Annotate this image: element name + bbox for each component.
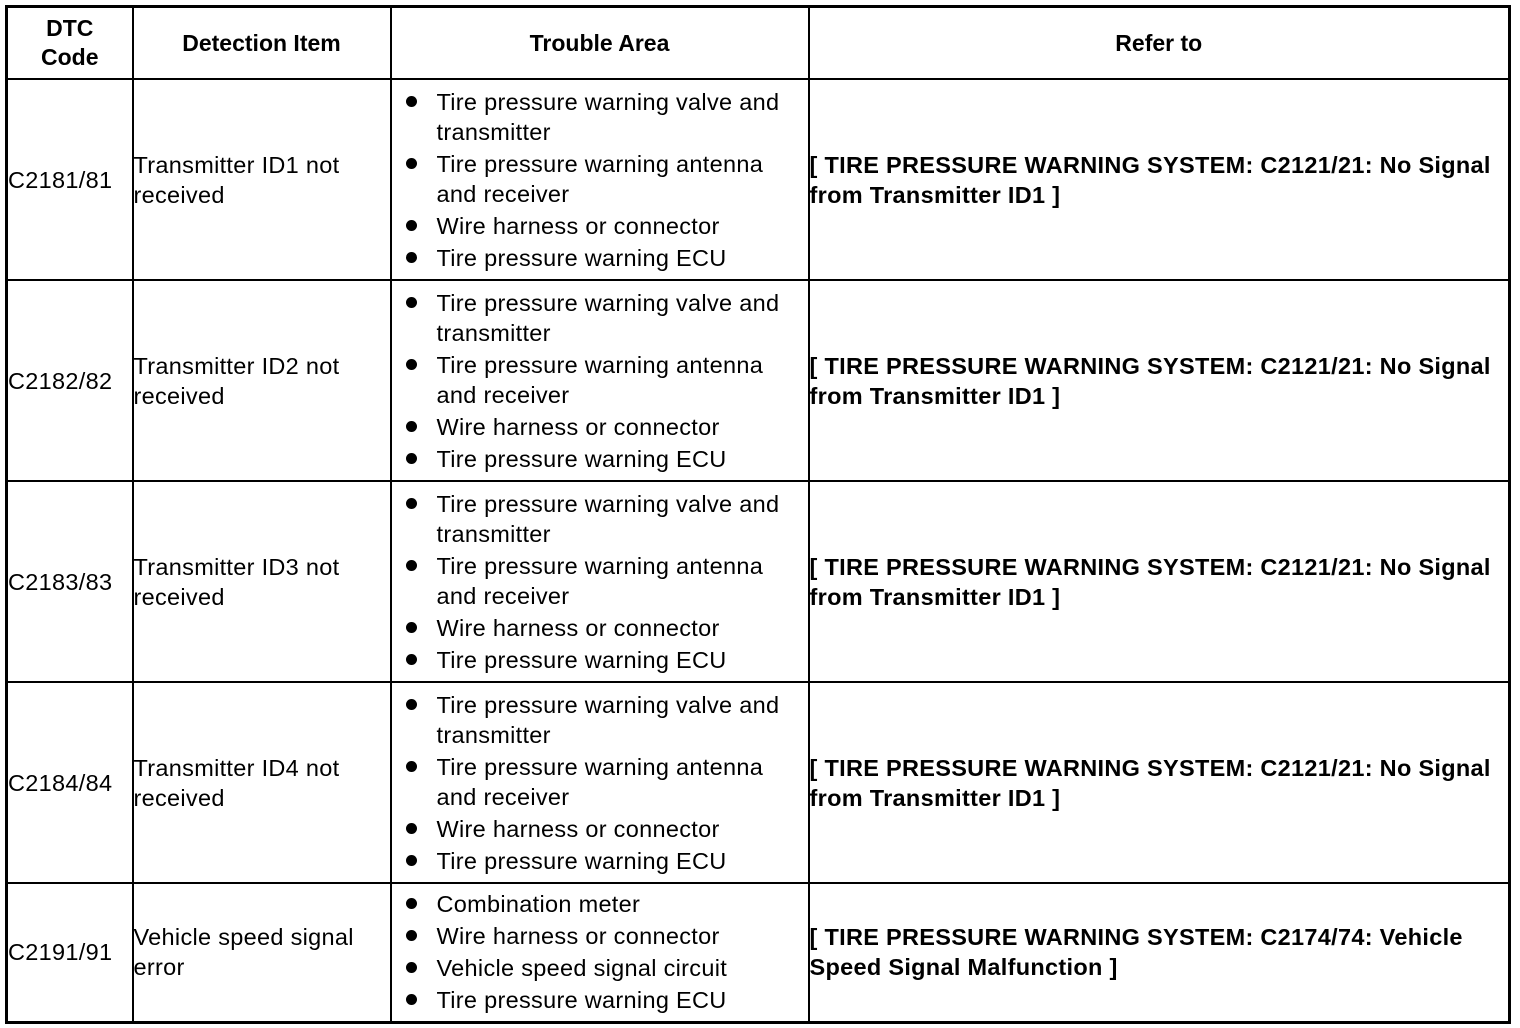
trouble-area-text: Combination meter — [436, 891, 641, 918]
refer-to-link[interactable]: [ TIRE PRESSURE WARNING SYSTEM: C2121/21: No Signal from Transmitter ID1 ] — [809, 280, 1510, 481]
trouble-area-cell — [391, 280, 809, 481]
bullet-icon — [406, 560, 417, 571]
bullet-icon — [406, 252, 417, 263]
trouble-area-item — [392, 288, 808, 348]
trouble-area-item — [392, 551, 808, 611]
trouble-area-text: Tire pressure warning valve and transmitter — [436, 490, 780, 547]
bullet-icon — [406, 96, 417, 107]
trouble-area-item — [392, 87, 808, 147]
bullet-icon — [406, 498, 417, 509]
header-row — [7, 7, 1510, 80]
trouble-area-item — [392, 953, 808, 983]
trouble-area-text: Tire pressure warning ECU — [436, 847, 727, 874]
header-refer-to: Refer to — [809, 7, 1510, 80]
refer-to-link[interactable]: [ TIRE PRESSURE WARNING SYSTEM: C2121/21: No Signal from Transmitter ID1 ] — [809, 79, 1510, 280]
bullet-icon — [406, 622, 417, 633]
trouble-area-item — [392, 444, 808, 474]
detection-item-cell: Vehicle speed signal error — [133, 883, 391, 1022]
bullet-icon — [406, 421, 417, 432]
trouble-area-item — [392, 889, 808, 919]
header-detection-item: Detection Item — [133, 7, 391, 80]
trouble-area-text: Wire harness or connector — [436, 815, 720, 842]
trouble-area-text: Tire pressure warning valve and transmitter — [436, 289, 780, 346]
trouble-area-cell — [391, 481, 809, 682]
trouble-area-item — [392, 211, 808, 241]
trouble-area-text: Tire pressure warning ECU — [436, 646, 727, 673]
bullet-icon — [406, 855, 417, 866]
refer-to-link[interactable]: [ TIRE PRESSURE WARNING SYSTEM: C2121/21: No Signal from Transmitter ID1 ] — [809, 682, 1510, 883]
bullet-icon — [406, 761, 417, 772]
refer-to-link[interactable]: [ TIRE PRESSURE WARNING SYSTEM: C2174/74: Vehicle Speed Signal Malfunction ] — [809, 883, 1510, 1022]
trouble-area-text: Tire pressure warning ECU — [436, 987, 727, 1014]
trouble-area-item — [392, 412, 808, 442]
bullet-icon — [406, 930, 417, 941]
table-row — [7, 481, 1510, 682]
dtc-code-cell: C2182/82 — [7, 280, 133, 481]
detection-item-cell: Transmitter ID2 not received — [133, 280, 391, 481]
trouble-area-text: Tire pressure warning valve and transmitter — [436, 691, 780, 748]
bullet-icon — [406, 699, 417, 710]
trouble-area-text: Wire harness or connector — [436, 413, 720, 440]
trouble-area-item — [392, 149, 808, 209]
trouble-area-cell — [391, 883, 809, 1022]
trouble-area-text: Vehicle speed signal circuit — [436, 955, 728, 982]
trouble-area-item — [392, 921, 808, 951]
detection-item-cell: Transmitter ID4 not received — [133, 682, 391, 883]
trouble-area-text: Wire harness or connector — [436, 212, 720, 239]
trouble-area-item — [392, 243, 808, 273]
dtc-code-cell: C2181/81 — [7, 79, 133, 280]
table-row — [7, 280, 1510, 481]
trouble-area-text: Tire pressure warning antenna and receiver — [436, 552, 764, 609]
bullet-icon — [406, 453, 417, 464]
trouble-area-item — [392, 752, 808, 812]
trouble-area-item — [392, 814, 808, 844]
dtc-code-cell: C2183/83 — [7, 481, 133, 682]
trouble-area-text: Tire pressure warning valve and transmitter — [436, 88, 780, 145]
trouble-area-item — [392, 985, 808, 1015]
table-row — [7, 883, 1510, 1022]
trouble-area-text: Tire pressure warning antenna and receiver — [436, 753, 764, 810]
trouble-area-item — [392, 690, 808, 750]
bullet-icon — [406, 359, 417, 370]
dtc-code-cell: C2184/84 — [7, 682, 133, 883]
trouble-area-text: Tire pressure warning ECU — [436, 445, 727, 472]
table-row — [7, 79, 1510, 280]
trouble-area-text: Tire pressure warning ECU — [436, 244, 727, 271]
bullet-icon — [406, 654, 417, 665]
trouble-area-cell — [391, 79, 809, 280]
dtc-table — [5, 5, 1511, 1024]
bullet-icon — [406, 994, 417, 1005]
trouble-area-text: Tire pressure warning antenna and receiver — [436, 150, 764, 207]
bullet-icon — [406, 297, 417, 308]
trouble-area-item — [392, 350, 808, 410]
trouble-area-item — [392, 846, 808, 876]
trouble-area-cell — [391, 682, 809, 883]
dtc-code-cell: C2191/91 — [7, 883, 133, 1022]
bullet-icon — [406, 898, 417, 909]
trouble-area-item — [392, 489, 808, 549]
header-dtc-code: DTC Code — [7, 7, 133, 80]
detection-item-cell: Transmitter ID3 not received — [133, 481, 391, 682]
detection-item-cell: Transmitter ID1 not received — [133, 79, 391, 280]
header-trouble-area: Trouble Area — [391, 7, 809, 80]
trouble-area-text: Tire pressure warning antenna and receiver — [436, 351, 764, 408]
table-row — [7, 682, 1510, 883]
refer-to-link[interactable]: [ TIRE PRESSURE WARNING SYSTEM: C2121/21: No Signal from Transmitter ID1 ] — [809, 481, 1510, 682]
trouble-area-text: Wire harness or connector — [436, 923, 720, 950]
bullet-icon — [406, 220, 417, 231]
trouble-area-text: Wire harness or connector — [436, 614, 720, 641]
trouble-area-item — [392, 645, 808, 675]
bullet-icon — [406, 962, 417, 973]
bullet-icon — [406, 823, 417, 834]
trouble-area-item — [392, 613, 808, 643]
bullet-icon — [406, 158, 417, 169]
